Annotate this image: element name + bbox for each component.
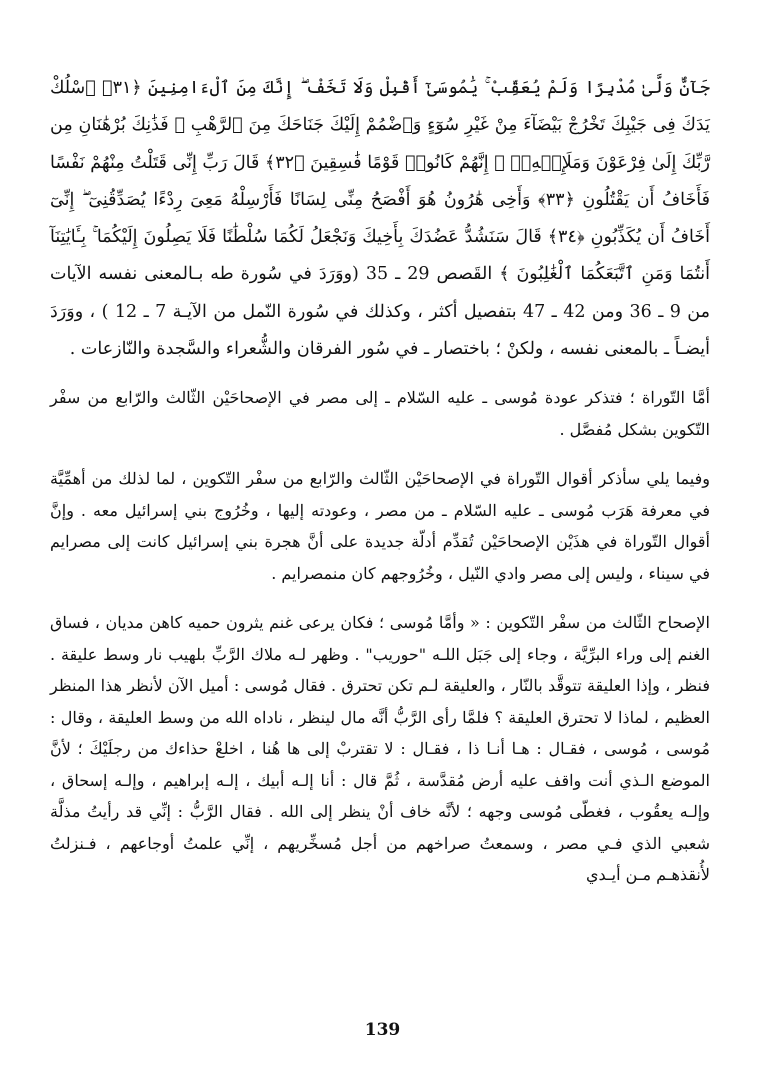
page-number: 139	[364, 1020, 401, 1040]
paragraph-spacer	[50, 445, 710, 463]
torah-evidence-paragraph: وفيما يلي سأذكر أقوال التّوراة في الإصحاحَيْن الثّالث والرّابع من سفْر التّكوين ، لما لذلك من أهمِّيَّة في معرفة هَرَب مُوسى ـ عليه السّلام ـ من مصر ، وعودته إليها ، وخُرُوج بني إسرائيل معه . وإنَّ أقوال التّوراة في هذَيْن الإصحاحَيْن تُقدِّم أدلّة جديدة على أنَّ هجرة بني إسرائيل كانت إلى مصرايم في سيناء ، وليس إلى مصر وادي النّيل ، وخُرُوجهم كان منمصرايم .	[50, 469, 711, 583]
paragraph-spacer	[50, 368, 710, 382]
genesis-quote-paragraph: الإصحاح الثّالث من سفْر التّكوين : « وأمَّا مُوسى ؛ فكان يرعى غنم يثرون حميه كاهن مديان ، فساق الغنم إلى وراء البرِّيَّة ، وجاء إلى جَبَل اللـه "حوريب" . وظهر لـه ملاك الرَّبِّ بلهيب نار وسط عليقة . فنظر ، وإذا العليقة تتوقَّد بالنّار ، والعليقة لـم تكن تحترق . فقال مُوسى : أميل الآن لأنظر هذا المنظر العظيم ، لماذا لا تحترق العليقة ؟ فلمَّا رأى الرَّبُّ أنَّه مال لينظر ، ناداه الله من وسط العليقة ، وقال : مُوسى ، مُوسى ، فقـال : هـا أنـا ذا ، فقـال : لا تقتربْ إلى ها هُنا ، اخلعْ حذاءك من رجلَيْكَ ؛ لأنَّ الموضع الـذي أنت واقف عليه أرض مُقدَّسة ، ثُمَّ قال : أنا إلـه أبيك ، إلـه إبراهيم ، وإلـه إسحاق ، وإلـه يعقُوب ، فغطّى مُوسى وجهه ؛ لأنَّه خاف أنْ ينظر إلى الله . فقال الرَّبُّ : إنِّي قد رأيتُ مذلَّة شعبي الذي فـي مصر ، وسمعتُ صراخهم من أجل مُسخِّريهم ، إنِّي علمتُ أوجاعهم ، فـنزلتُ لأُنقذهـم مـن أيـدي	[50, 613, 710, 885]
paragraph-spacer	[50, 589, 710, 607]
torah-intro-paragraph: أمَّا التّوراة ؛ فتذكر عودة مُوسى ـ عليه السّلام ـ إلى مصر في الإصحاحَيْن الثّالث والرّابع من سفْر التّكوين بشكل مُفصَّل .	[50, 388, 710, 439]
quran-verses-paragraph: جَآنٌّ وَلَّىٰ مُدْبِرًا وَلَمْ يُعَقِّبْ ۚ يَٰمُوسَىٰٓ أَقْبِلْ وَلَا تَخَفْ ۖ إِنَّكَ مِنَ ٱلْءَامِنِينَ ﴿٣١﴾ ٱسْلُكْ يَدَكَ فِى جَيْبِكَ تَخْرُجْ بَيْضَآءَ مِنْ غَيْرِ سُوٓءٍ وَٱضْمُمْ إِلَيْكَ جَنَاحَكَ مِنَ ٱلرَّهْبِ ۖ فَذَٰنِكَ بُرْهَٰنَانِ مِن رَّبِّكَ إِلَىٰ فِرْعَوْنَ وَمَلَإِي۟هِۦٓ ۚ إِنَّهُمْ كَانُوا۟ قَوْمًا فَٰسِقِينَ ﴿٣٢﴾ قَالَ رَبِّ إِنِّى قَتَلْتُ مِنْهُمْ نَفْسًا فَأَخَافُ أَن يَقْتُلُونِ ﴿٣٣﴾ وَأَخِى هَٰرُونُ هُوَ أَفْصَحُ مِنِّى لِسَانًا فَأَرْسِلْهُ مَعِىَ رِدْءًا يُصَدِّقُنِىٓ ۖ إِنِّىٓ أَخَافُ أَن يُكَذِّبُونِ ﴿٣٤﴾ قَالَ سَنَشُدُّ عَضُدَكَ بِأَخِيكَ وَنَجْعَلُ لَكُمَا سُلْطَٰنًا فَلَا يَصِلُونَ إِلَيْكُمَا ۚ بِـَٔايَٰتِنَآ أَنتُمَا وَمَنِ ٱتَّبَعَكُمَا ٱلْغَٰلِبُونَ ﴾ القَصص 29 ـ 35 (ووَرَدَ في سُورة طه بـالمعنى نفسه الآيات من 9 ـ 36 ومن 42 ـ 47 بتفصيل أكثر ، وكذلك في سُورة النّمل من الآيـة 7 ـ 12 ) ، ووَرَدَ أيضـاً ـ بالمعنى نفسه ، ولكنْ ؛ باختصار ـ في سُور الفرقان والشُّعراء والسَّجدة والنّازعات .	[50, 78, 710, 360]
page-body	[50, 70, 710, 891]
